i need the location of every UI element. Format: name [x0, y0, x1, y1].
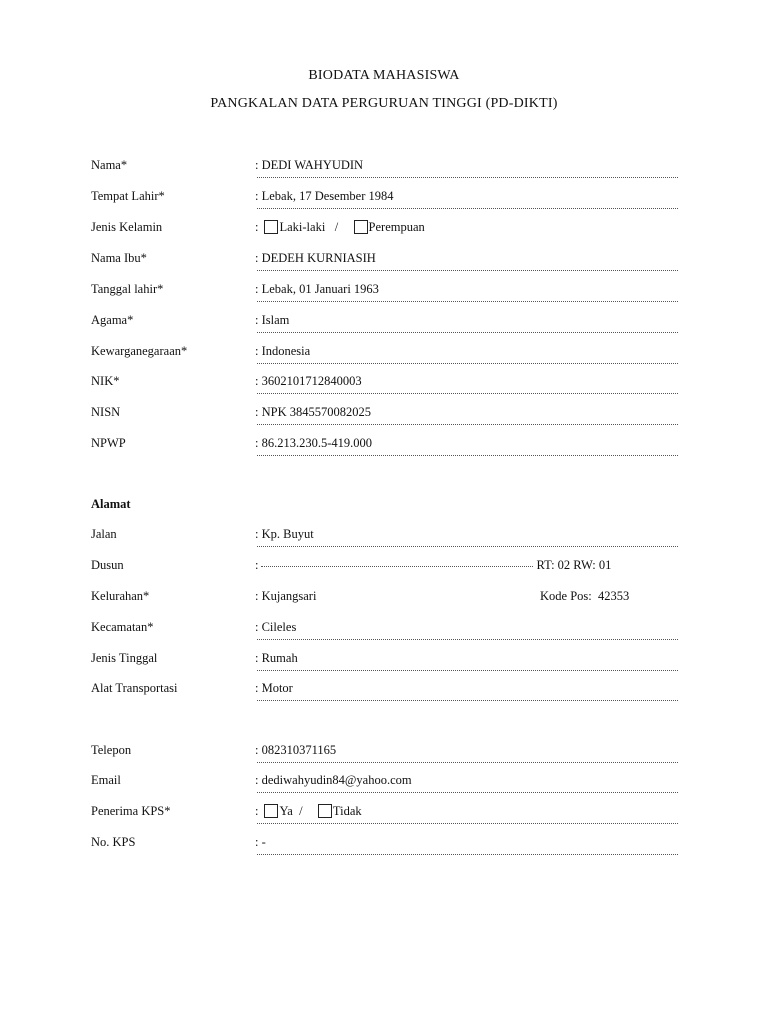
kode-pos-value: 42353 — [598, 589, 630, 603]
field-row-kewarganegaraan — [0, 344, 768, 364]
field-value-dusun — [255, 558, 611, 573]
colon: : — [255, 558, 259, 572]
dotted-line — [257, 332, 678, 333]
field-label-agama: Agama* — [91, 313, 134, 327]
field-row-tanggal-lahir — [0, 282, 768, 302]
checkbox-tidak[interactable] — [318, 804, 332, 818]
field-value-jalan: : Kp. Buyut — [255, 527, 314, 541]
colon: : — [255, 804, 259, 818]
field-label-penerima-kps: Penerima KPS* — [91, 804, 171, 818]
field-label-nama: Nama* — [91, 158, 128, 172]
dotted-line — [257, 762, 678, 763]
dotted-line — [261, 566, 533, 567]
field-value-jenis-tinggal: : Rumah — [255, 651, 298, 665]
field-value-tanggal-lahir: : Lebak, 01 Januari 1963 — [255, 282, 379, 296]
field-value-nisn: : NPK 3845570082025 — [255, 405, 371, 419]
dotted-line — [257, 177, 678, 178]
field-value-telepon: : 082310371165 — [255, 743, 337, 757]
option-separator: / — [334, 220, 339, 234]
field-value-kelurahan: : Kujangsari — [255, 589, 317, 603]
option-laki-laki: Laki-laki — [279, 220, 326, 234]
dotted-line — [257, 424, 678, 425]
document-title: BIODATA MAHASISWA — [308, 68, 460, 83]
dotted-line — [257, 546, 678, 547]
dotted-line — [257, 823, 678, 824]
field-row-tempat-lahir — [0, 189, 768, 209]
option-tidak: Tidak — [332, 804, 362, 818]
dotted-line — [257, 792, 678, 793]
field-value-nik: : 3602101712840003 — [255, 374, 362, 388]
option-separator: / — [299, 804, 303, 818]
field-row-kelurahan — [0, 589, 768, 609]
field-label-nik: NIK* — [91, 374, 120, 388]
checkbox-ya[interactable] — [264, 804, 278, 818]
field-label-jenis-tinggal: Jenis Tinggal — [91, 651, 158, 665]
field-value-tempat-lahir: : Lebak, 17 Desember 1984 — [255, 189, 394, 203]
field-value-npwp: : 86.213.230.5-419.000 — [255, 436, 373, 450]
document-subtitle: PANGKALAN DATA PERGURUAN TINGGI (PD-DIKTI) — [210, 96, 558, 111]
dotted-line — [257, 639, 678, 640]
field-label-nisn: NISN — [91, 405, 121, 419]
kode-pos-label: Kode Pos: — [540, 589, 592, 603]
field-row-alat-transportasi — [0, 681, 768, 701]
field-row-agama — [0, 313, 768, 333]
checkbox-laki-laki[interactable] — [264, 220, 278, 234]
dotted-line — [257, 854, 678, 855]
colon: : — [255, 220, 259, 234]
dotted-line — [257, 208, 678, 209]
dotted-line — [257, 455, 678, 456]
field-label-jalan: Jalan — [91, 527, 117, 541]
field-row-jalan — [0, 527, 768, 547]
field-label-no-kps: No. KPS — [91, 835, 136, 849]
field-value-agama: : Islam — [255, 313, 290, 327]
dotted-line — [257, 301, 678, 302]
field-label-nama-ibu: Nama Ibu* — [91, 251, 147, 265]
checkbox-perempuan[interactable] — [354, 220, 368, 234]
field-label-kelurahan: Kelurahan* — [91, 589, 150, 603]
field-label-tempat-lahir: Tempat Lahir* — [91, 189, 165, 203]
field-label-tanggal-lahir: Tanggal lahir* — [91, 282, 164, 296]
field-value-penerima-kps — [255, 804, 362, 819]
field-row-nik — [0, 374, 768, 394]
field-label-telepon: Telepon — [91, 743, 132, 757]
dotted-line — [257, 363, 678, 364]
field-row-nama-ibu — [0, 251, 768, 271]
dotted-line — [257, 270, 678, 271]
field-value-nama-ibu: : DEDEH KURNIASIH — [255, 251, 376, 265]
field-label-kecamatan: Kecamatan* — [91, 620, 154, 634]
field-value-no-kps: : - — [255, 835, 266, 849]
field-row-dusun — [0, 558, 768, 578]
field-value-kecamatan: : Cileles — [255, 620, 297, 634]
field-value-alat-transportasi: : Motor — [255, 681, 293, 695]
field-row-email — [0, 773, 768, 793]
field-row-telepon — [0, 743, 768, 763]
dotted-line — [257, 670, 678, 671]
field-label-npwp: NPWP — [91, 436, 126, 450]
section-heading-alamat: Alamat — [91, 497, 131, 511]
field-label-dusun: Dusun — [91, 558, 124, 572]
field-value-nama: : DEDI WAHYUDIN — [255, 158, 364, 172]
field-label-kewarganegaraan: Kewarganegaraan* — [91, 344, 188, 358]
field-value-kewarganegaraan: : Indonesia — [255, 344, 311, 358]
dusun-rt-rw: RT: 02 RW: 01 — [536, 558, 612, 572]
field-label-email: Email — [91, 773, 121, 787]
field-label-jenis-kelamin: Jenis Kelamin — [91, 220, 163, 234]
field-row-jenis-kelamin — [0, 220, 768, 240]
kode-pos — [540, 589, 629, 604]
field-row-nisn — [0, 405, 768, 425]
field-value-email: : dediwahyudin84@yahoo.com — [255, 773, 412, 787]
field-row-nama — [0, 158, 768, 178]
dotted-line — [257, 393, 678, 394]
field-value-jenis-kelamin — [255, 220, 425, 235]
field-row-penerima-kps — [0, 804, 768, 824]
field-row-jenis-tinggal — [0, 651, 768, 671]
option-ya: Ya — [279, 804, 293, 818]
field-label-alat-transportasi: Alat Transportasi — [91, 681, 178, 695]
option-perempuan: Perempuan — [368, 220, 425, 234]
field-row-no-kps — [0, 835, 768, 855]
dotted-line — [257, 700, 678, 701]
field-row-npwp — [0, 436, 768, 456]
field-row-kecamatan — [0, 620, 768, 640]
